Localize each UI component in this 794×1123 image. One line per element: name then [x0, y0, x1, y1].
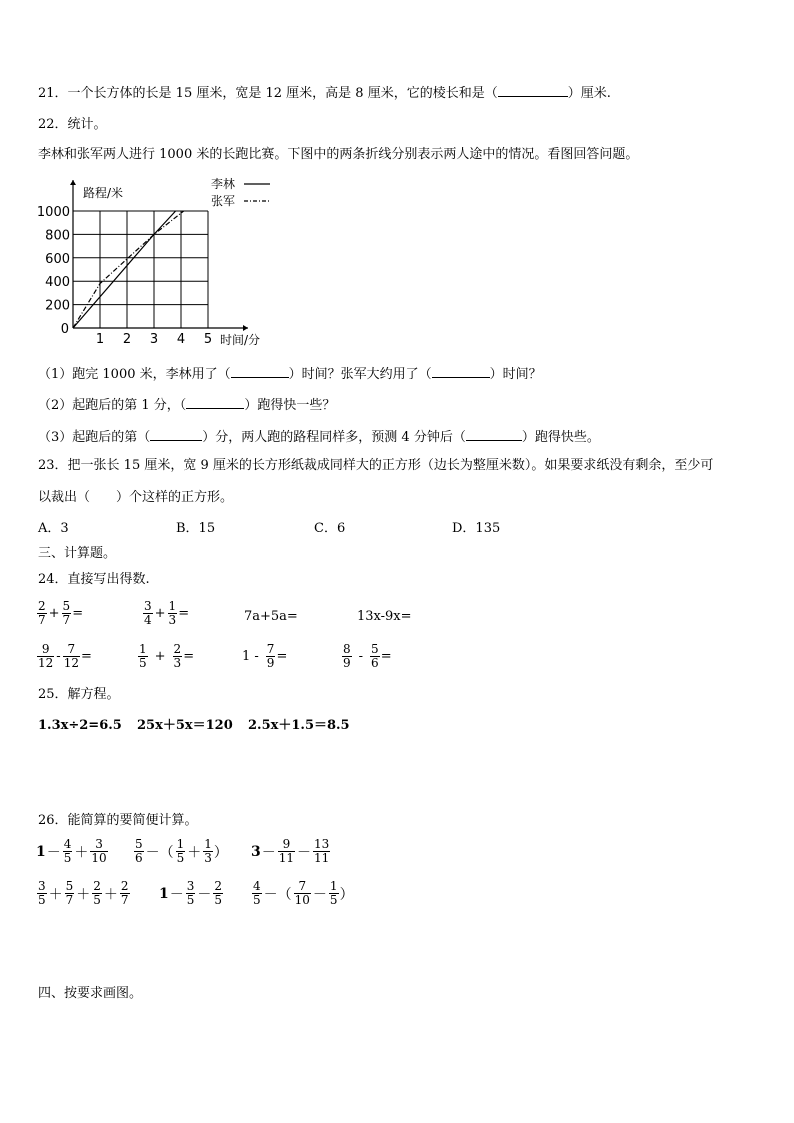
series-line-lilin [73, 211, 176, 328]
legend-label: 张军 [211, 194, 236, 208]
answer-blank[interactable] [186, 396, 244, 409]
x-axis-arrow [243, 325, 248, 331]
option-a[interactable]: A．3 [38, 521, 69, 536]
y-tick-label: 600 [45, 251, 70, 267]
section-3-heading: 三、计算题。 [38, 546, 117, 561]
question-23-line1: 23．把一张长 15 厘米，宽 9 厘米的长方形纸裁成同样大的正方形（边长为整厘米数）。如果要求纸没有剩余，至少可 [38, 458, 714, 473]
expr-2-7-plus-5-7: $\frac{2}{7}$ + $\frac{5}{7}$ = [38, 599, 84, 627]
x-tick-label: 2 [122, 332, 132, 347]
answer-blank[interactable] [432, 365, 490, 378]
answer-blank[interactable] [150, 428, 202, 441]
y-axis-label: 路程/米 [83, 186, 124, 200]
chart-labels [37, 185, 260, 347]
calc-3-minus-9-11-minus-13-11: 3 － $\frac{9}{11}$ － $\frac{13}{11}$ [251, 837, 330, 865]
expr-8-9-minus-5-6: $\frac{8}{9}$ - $\frac{5}{6}$ = [343, 642, 392, 670]
option-b[interactable]: B．15 [176, 521, 216, 536]
expr-9-12-minus-7-12: $\frac{9}{12}$ - $\frac{7}{12}$ = [38, 642, 92, 670]
y-tick-label: 200 [45, 298, 70, 314]
question-26-title: 26．能简算的要简便计算。 [38, 813, 198, 828]
line-chart [30, 172, 310, 352]
calc-5-6-minus-paren: $\frac{5}{6}$ －（ $\frac{1}{5}$ ＋ $\frac{1}{3}$ ） [135, 837, 228, 865]
calc-fraction-sum: $\frac{3}{5}$ ＋ $\frac{5}{7}$ ＋ $\frac{2}{5}$ ＋ $\frac{2}{7}$ [38, 879, 129, 907]
y-axis-arrow [70, 180, 76, 185]
y-tick-label: 400 [45, 275, 70, 291]
question-25-title: 25．解方程。 [38, 687, 120, 702]
question-21: 21．一个长方体的长是 15 厘米，宽是 12 厘米，高是 8 厘米，它的棱长和是（ ）厘米. [38, 86, 611, 101]
origin-label: 0 [60, 322, 69, 337]
calc-1-minus-3-5-minus-2-5: 1 － $\frac{3}{5}$ － $\frac{2}{5}$ [159, 879, 223, 907]
equation-1: 1.3x÷2=6.5 [38, 718, 122, 733]
x-tick-label: 5 [203, 332, 213, 347]
question-22-sub1: （1）跑完 1000 米，李林用了（ ）时间？张军大约用了（ ）时间？ [38, 367, 542, 382]
question-22-intro: 李林和张军两人进行 1000 米的长跑比赛。下图中的两条折线分别表示两人途中的情况。看图回答问题。 [38, 147, 639, 162]
equation-2: 25x＋5x＝120 [137, 718, 233, 733]
answer-blank[interactable] [466, 428, 522, 441]
option-c[interactable]: C．6 [314, 521, 346, 536]
question-22-sub2: （2）起跑后的第 1 分，（ ）跑得快一些？ [38, 398, 336, 413]
expr-1-5-plus-2-3: $\frac{1}{5}$ + $\frac{2}{3}$ = [139, 642, 195, 670]
y-tick-label: 1000 [36, 205, 70, 220]
section-4-heading: 四、按要求画图。 [38, 986, 143, 1001]
x-tick-label: 3 [149, 332, 159, 347]
x-tick-label: 1 [95, 332, 105, 347]
chart-series [73, 211, 184, 328]
expr-7a-5a: 7a+5a= [244, 609, 298, 624]
chart-legend [211, 176, 270, 208]
calc-1-minus-4-5-plus-3-10: 1 － $\frac{4}{5}$ ＋ $\frac{3}{10}$ [36, 837, 107, 865]
expr-3-4-plus-1-3: $\frac{3}{4}$ + $\frac{1}{3}$ = [144, 599, 190, 627]
chart-grid [73, 211, 208, 328]
question-24-title: 24．直接写出得数. [38, 572, 150, 587]
legend-label: 李林 [211, 177, 236, 191]
x-axis-label: 时间/分 [220, 333, 261, 347]
question-23-line2: 以裁出（ ）个这样的正方形。 [38, 490, 234, 505]
question-22-sub3: （3）起跑后的第（ ）分，两人跑的路程同样多，预测 4 分钟后（ ）跑得快些。 [38, 430, 600, 445]
calc-4-5-minus-paren: $\frac{4}{5}$ －（ $\frac{7}{10}$ － $\frac{1}{5}$ ） [253, 879, 354, 907]
answer-blank[interactable] [231, 365, 289, 378]
equation-3: 2.5x＋1.5＝8.5 [248, 718, 350, 733]
expr-1-minus-7-9: 1 - $\frac{7}{9}$ = [242, 642, 288, 670]
x-tick-label: 4 [176, 332, 186, 347]
answer-blank[interactable] [498, 84, 568, 97]
option-d[interactable]: D．135 [452, 521, 501, 536]
expr-13x-9x: 13x-9x= [357, 609, 412, 624]
y-tick-label: 800 [45, 228, 70, 244]
series-line-zhangjun [73, 211, 184, 328]
question-22-title: 22．统计。 [38, 117, 107, 132]
